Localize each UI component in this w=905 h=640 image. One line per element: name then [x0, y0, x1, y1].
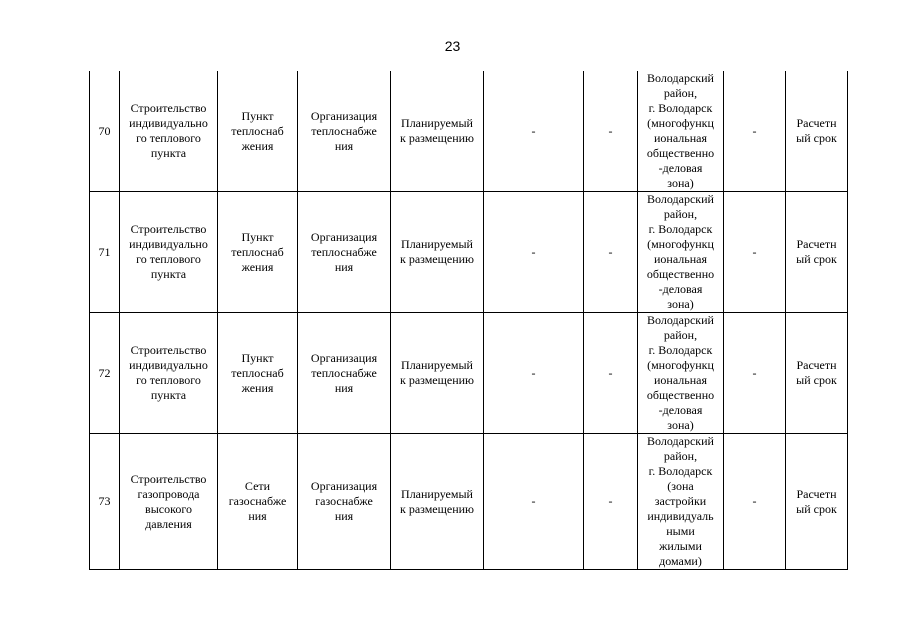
row-number-cell: 72 — [90, 313, 120, 434]
zone-cell: - — [724, 434, 786, 570]
term-cell: Расчетн ый срок — [786, 192, 848, 313]
row-number-cell: 70 — [90, 71, 120, 192]
characteristic-cell: - — [584, 434, 638, 570]
location-cell: Володарский район, г. Володарск (многофункц иональная общественно -деловая зона) — [638, 192, 724, 313]
table-row — [90, 434, 848, 570]
status-cell: Планируемый к размещению — [391, 434, 484, 570]
object-type-cell: Пункт теплоснаб жения — [218, 71, 298, 192]
characteristic-cell: - — [484, 192, 584, 313]
row-number-cell: 71 — [90, 192, 120, 313]
zone-cell: - — [724, 192, 786, 313]
purpose-cell: Организация теплоснабже ния — [298, 192, 391, 313]
object-type-cell: Сети газоснабже ния — [218, 434, 298, 570]
purpose-cell: Организация газоснабже ния — [298, 434, 391, 570]
object-type-cell: Пункт теплоснаб жения — [218, 192, 298, 313]
location-cell: Володарский район, г. Володарск (многофункц иональная общественно -деловая зона) — [638, 313, 724, 434]
characteristic-cell: - — [584, 192, 638, 313]
characteristic-cell: - — [484, 313, 584, 434]
characteristic-cell: - — [484, 71, 584, 192]
table-row — [90, 313, 848, 434]
location-cell: Володарский район, г. Володарск (многофункц иональная общественно -деловая зона) — [638, 71, 724, 192]
location-cell: Володарский район, г. Володарск (зона застройки индивидуаль ными жилыми домами) — [638, 434, 724, 570]
object-type-cell: Пункт теплоснаб жения — [218, 313, 298, 434]
zone-cell: - — [724, 313, 786, 434]
zone-cell: - — [724, 71, 786, 192]
table-row — [90, 71, 848, 192]
object-name-cell: Строительство индивидуально го теплового пункта — [120, 192, 218, 313]
object-name-cell: Строительство газопровода высокого давления — [120, 434, 218, 570]
purpose-cell: Организация теплоснабже ния — [298, 313, 391, 434]
characteristic-cell: - — [584, 71, 638, 192]
term-cell: Расчетн ый срок — [786, 71, 848, 192]
object-name-cell: Строительство индивидуально го теплового пункта — [120, 71, 218, 192]
purpose-cell: Организация теплоснабже ния — [298, 71, 391, 192]
term-cell: Расчетн ый срок — [786, 434, 848, 570]
characteristic-cell: - — [484, 434, 584, 570]
characteristic-cell: - — [584, 313, 638, 434]
status-cell: Планируемый к размещению — [391, 192, 484, 313]
term-cell: Расчетн ый срок — [786, 313, 848, 434]
page-number: 23 — [444, 38, 461, 54]
row-number-cell: 73 — [90, 434, 120, 570]
status-cell: Планируемый к размещению — [391, 71, 484, 192]
planning-table — [89, 71, 848, 570]
object-name-cell: Строительство индивидуально го теплового пункта — [120, 313, 218, 434]
status-cell: Планируемый к размещению — [391, 313, 484, 434]
table-row — [90, 192, 848, 313]
